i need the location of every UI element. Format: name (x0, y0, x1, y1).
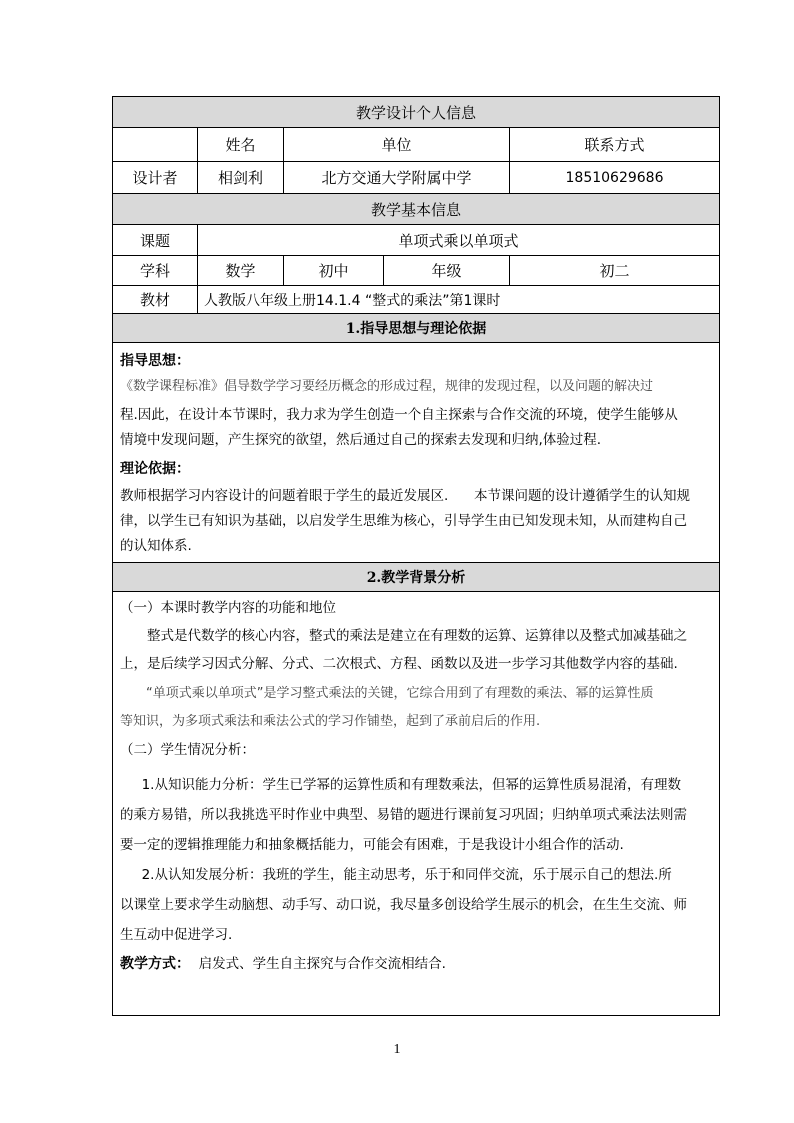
guide-heading: 指导思想： (120, 353, 190, 369)
designer-unit: 北方交通大学附属中学 (283, 162, 509, 193)
section1-body (113, 343, 719, 563)
teaching-method-heading: 教学方式： (120, 956, 190, 972)
topic-value: 单项式乘以单项式 (197, 225, 719, 255)
info-column-headers (113, 128, 719, 162)
grade-value: 初二 (509, 256, 719, 285)
designer-name: 相剑利 (197, 162, 283, 193)
section2-body (113, 592, 719, 1015)
topic-row (113, 225, 719, 256)
subsection-2-heading: （二）学生情况分析： (120, 742, 255, 758)
teaching-method-line (120, 950, 712, 978)
textbook-row (113, 286, 719, 314)
section1-title: 1.指导思想与理论依据 (345, 321, 487, 337)
textbook-label: 教材 (139, 291, 170, 309)
designer-label: 设计者 (132, 169, 178, 187)
lesson-design-table (112, 96, 720, 1016)
student-para-1-line-3: 要一定的逻辑推理能力和抽象概括能力，可能会有困难，于是我设计小组合作的活动. (120, 837, 624, 853)
topic-label: 课题 (139, 231, 170, 250)
teaching-method-value: 启发式、学生自主探究与合作交流相结合. (198, 956, 446, 972)
textbook-value: 人教版八年级上册14.1.4 “整式的乘法”第1课时 (197, 286, 719, 313)
theory-line-1: 教师根据学习内容设计的问题着眼于学生的最近发展区. 本节课问题的设计遵循学生的认知规 (120, 488, 691, 504)
content-para-2-line-2: 等知识，为多项式乘法和乘法公式的学习作铺垫，起到了承前启后的作用. (120, 714, 541, 729)
col-unit-header: 单位 (283, 128, 509, 161)
personal-info-header (113, 97, 719, 128)
guide-line-2: 程.因此，在设计本节课时，我力求为学生创造一个自主探索与合作交流的环境，使学生能够从 (120, 407, 678, 423)
basic-info-header (113, 194, 719, 225)
page-number: 1 (393, 1042, 401, 1057)
section2-title: 2.教学背景分析 (366, 570, 466, 586)
content-para-2-line-1: “单项式乘以单项式”是学习整式乘法的关键，它综合用到了有理数的乘法、幂的运算性质 (146, 686, 654, 701)
student-para-2-line-1: 2.从认知发展分析：我班的学生，能主动思考，乐于和同伴交流，乐于展示自己的想法.所 (141, 867, 672, 883)
subject-row (113, 256, 719, 286)
student-para-2-line-3: 生互动中促进学习. (120, 927, 233, 943)
content-para-1-line-2: 上，是后续学习因式分解、分式、二次根式、方程、函数以及进一步学习其他数学内容的基础. (120, 656, 678, 672)
student-para-1-line-1: 1.从知识能力分析：学生已学幂的运算性质和有理数乘法，但幂的运算性质易混淆，有理数 (141, 777, 681, 793)
student-para-2-line-2: 以课堂上要求学生动脑想、动手写、动口说，我尽量多创设给学生展示的机会，在生生交流、师 (120, 897, 687, 913)
student-para-1-line-2: 的乘方易错，所以我挑选平时作业中典型、易错的题进行课前复习巩固；归纳单项式乘法法则需 (120, 807, 687, 823)
level-value: 初中 (283, 256, 383, 285)
content-para-1-line-1: 整式是代数学的核心内容，整式的乘法是建立在有理数的运算、运算律以及整式加减基础之 (147, 628, 687, 644)
section1-header (113, 314, 719, 343)
designer-phone: 18510629686 (509, 162, 719, 193)
col-contact-header: 联系方式 (509, 128, 719, 161)
subject-label: 学科 (139, 262, 170, 280)
personal-info-title: 教学设计个人信息 (355, 103, 476, 122)
grade-label: 年级 (383, 256, 509, 285)
basic-info-title: 教学基本信息 (370, 200, 461, 219)
subject-value: 数学 (197, 256, 283, 285)
theory-line-3: 的认知体系. (120, 538, 192, 554)
section2-header (113, 563, 719, 592)
theory-heading: 理论依据： (120, 461, 190, 477)
designer-row (113, 162, 719, 194)
guide-line-1: 《数学课程标准》倡导数学学习要经历概念的形成过程，规律的发现过程，以及问题的解决过 (120, 379, 654, 394)
col-name-header: 姓名 (197, 128, 283, 161)
theory-line-2: 律，以学生已有知识为基础，以启发学生思维为核心，引导学生由已知发现未知，从而建构自己 (120, 513, 687, 529)
subsection-1-heading: （一）本课时教学内容的功能和地位 (120, 600, 336, 616)
guide-line-3: 情境中发现问题，产生探究的欲望，然后通过自己的探索去发现和归纳,体验过程. (120, 432, 602, 448)
